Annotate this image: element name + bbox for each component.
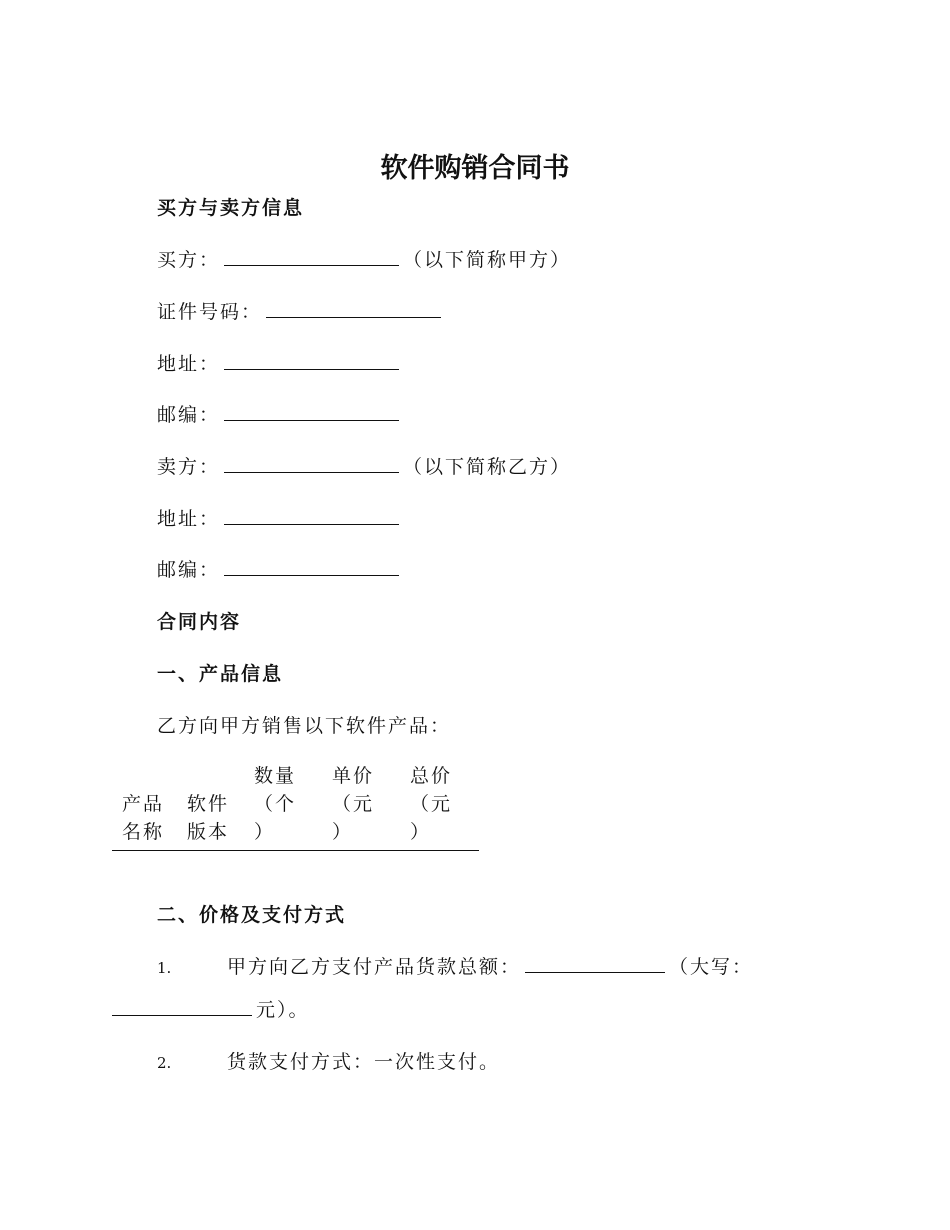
buyer-address-blank[interactable] bbox=[224, 351, 399, 370]
seller-blank[interactable] bbox=[224, 454, 399, 473]
buyer-address-line bbox=[157, 349, 403, 376]
product-intro: 乙方向甲方销售以下软件产品： bbox=[157, 715, 452, 737]
buyer-blank[interactable] bbox=[224, 247, 399, 266]
buyer-line bbox=[157, 245, 571, 272]
heading-parties: 买方与卖方信息 bbox=[157, 197, 305, 219]
col-quantity-line2: （个 bbox=[254, 793, 297, 815]
col-total-price bbox=[410, 762, 452, 846]
seller-zip-label: 邮编： bbox=[157, 559, 221, 581]
col-product-name-line1: 产品 bbox=[122, 793, 165, 815]
seller-label: 卖方： bbox=[157, 456, 221, 478]
seller-zip-blank[interactable] bbox=[224, 557, 399, 576]
buyer-zip-line bbox=[157, 400, 403, 427]
payment-uppercase-blank[interactable] bbox=[112, 997, 252, 1016]
id-blank[interactable] bbox=[266, 299, 441, 318]
buyer-zip-label: 邮编： bbox=[157, 404, 221, 426]
col-unit-price-line1: 单价 bbox=[332, 765, 375, 787]
payment-item-2 bbox=[157, 1047, 500, 1074]
heading-content: 合同内容 bbox=[157, 611, 242, 633]
col-version-line1: 软件 bbox=[187, 793, 230, 815]
col-quantity bbox=[254, 762, 296, 846]
payment-item-1-number: 1. bbox=[157, 959, 172, 977]
payment-item-2-text: 货款支付方式：一次性支付。 bbox=[227, 1051, 501, 1073]
payment-item-1-suffix: （大写： bbox=[669, 956, 754, 978]
col-total-price-line1: 总价 bbox=[410, 765, 453, 787]
heading-product: 一、产品信息 bbox=[157, 663, 284, 685]
seller-line bbox=[157, 452, 571, 479]
buyer-address-label: 地址： bbox=[157, 353, 221, 375]
seller-address-line bbox=[157, 504, 403, 531]
col-product-name-line2: 名称 bbox=[122, 821, 165, 843]
col-unit-price-line2: （元 bbox=[332, 793, 375, 815]
payment-item-1 bbox=[157, 952, 753, 979]
buyer-zip-blank[interactable] bbox=[224, 402, 399, 421]
col-total-price-line3: ） bbox=[410, 821, 432, 843]
col-quantity-line1: 数量 bbox=[254, 765, 297, 787]
id-label: 证件号码： bbox=[157, 301, 263, 323]
col-quantity-line3: ） bbox=[254, 821, 276, 843]
col-version bbox=[187, 790, 229, 846]
seller-suffix: （以下简称乙方） bbox=[403, 456, 572, 478]
payment-total-blank[interactable] bbox=[525, 954, 665, 973]
col-unit-price-line3: ） bbox=[332, 821, 354, 843]
buyer-label: 买方： bbox=[157, 249, 221, 271]
col-product-name bbox=[122, 790, 164, 846]
seller-zip-line bbox=[157, 555, 403, 582]
payment-item-1-text: 甲方向乙方支付产品货款总额： bbox=[227, 956, 522, 978]
id-line bbox=[157, 297, 445, 324]
col-total-price-line2: （元 bbox=[410, 793, 453, 815]
product-table bbox=[112, 762, 479, 851]
buyer-suffix: （以下简称甲方） bbox=[403, 249, 572, 271]
payment-item-1-end: 元）。 bbox=[256, 999, 310, 1021]
payment-item-2-number: 2. bbox=[157, 1054, 172, 1072]
col-version-line2: 版本 bbox=[187, 821, 230, 843]
heading-payment: 二、价格及支付方式 bbox=[157, 904, 347, 926]
seller-address-label: 地址： bbox=[157, 508, 221, 530]
col-unit-price bbox=[332, 762, 374, 846]
payment-item-1-continued bbox=[112, 995, 310, 1022]
document-title: 软件购销合同书 bbox=[380, 153, 570, 184]
seller-address-blank[interactable] bbox=[224, 506, 399, 525]
